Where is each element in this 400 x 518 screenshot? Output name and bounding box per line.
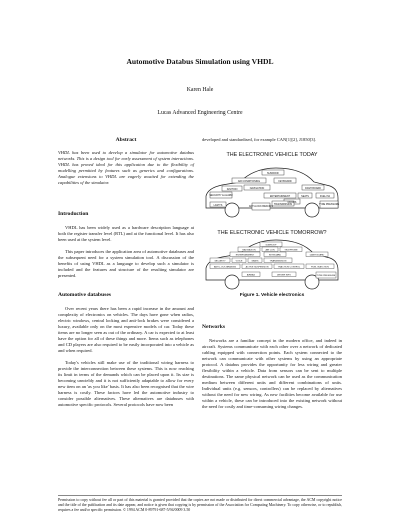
copyright-footer xyxy=(58,495,342,513)
today-label-transmission: TRANSMISSION xyxy=(273,202,293,206)
front-wheel-tomorrow xyxy=(225,275,239,289)
left-column xyxy=(58,137,194,408)
today-label-air-conditioning: AIR CONDITIONING xyxy=(237,179,261,183)
intro-paragraph-1: VHDL has been widely used as a hardware description language at both the register transfer level (RTL) and at the functional level. It has also been used at the system level. xyxy=(58,225,194,242)
tomorrow-label-entertainment: ENTERTAINMENT xyxy=(235,254,255,257)
databuses-paragraph-1: Over recent years there has been a rapid increase in the amount and complexity of electronics on vehicles. The days have gone when radios, electric windows, central locking and anti-lock brakes were considered a luxury, available only on the most expensive models of car. Today these items are no longer seen as out of the ordinary. A car is expected to at least have the option for all of these things and more. Items such as telephones and CD players are also required to be easily incorporated into a vehicle as and when required. xyxy=(58,306,194,353)
front-wheel-today xyxy=(225,203,239,217)
tomorrow-label-fuel-injection: FUEL INJECTION xyxy=(311,266,329,269)
today-label-anti-lock: ANTI-LOCK BRAKING xyxy=(248,205,274,208)
tomorrow-label-transmission: TRANSMISSION xyxy=(269,260,287,263)
paper-title: Automotive Databus Simulation using VHDL xyxy=(126,57,274,66)
tomorrow-label-dash-board: DASH BOARD xyxy=(309,254,325,257)
tomorrow-label-air-con: AIR CON xyxy=(265,249,275,252)
networks-heading: Networks xyxy=(202,324,225,330)
today-label-keyboard: KEYBOARD xyxy=(278,179,292,183)
vehicle-tomorrow-diagram xyxy=(202,236,342,292)
figure-tomorrow xyxy=(202,230,342,297)
tomorrow-label-driver-info: DRIVER INFO xyxy=(276,274,292,277)
tomorrow-label-airbag: AIRBAG xyxy=(246,274,256,277)
today-label-dash-board: DASH BOARD xyxy=(305,186,321,190)
permission-notice: Permission to copy without fee all or part of this material is granted provided that the copies are not made or distributed for direct commercial advantage, the ACM copyright notice and the title of the publication and its date appear, and notice is given that copying is by permission of the Association for Computing Machinery. To copy otherwise, or to republish, requires a fee and/or specific permission. xyxy=(58,498,342,512)
tomorrow-label-active-suspension: ACTIVE SUSPENSION xyxy=(245,266,269,269)
today-label-security: SECURITY & ALARM xyxy=(209,194,233,197)
figure-today xyxy=(202,152,342,227)
tomorrow-label-security: SECURITY xyxy=(214,260,226,263)
today-label-lights: LIGHTS xyxy=(213,203,223,207)
figure-caption: Figure 1. Vehicle electronics xyxy=(239,293,305,298)
today-label-navigation: NAVIGATION xyxy=(249,186,265,190)
databuses-paragraph-2: Today's vehicles still make use of the traditional wiring harness to provide the interconnection between these systems. This is now reaching its limit in terms of the demands which can be placed upon it. Its size is becoming unwieldy and it is not sufficiently adaptable to allow for every new item on an 'as you like' basis. It has also been recognised that the wire harness is costly. These factors have led the automotive industry to consider possible alternatives. These alternatives are databuses with automotive specific protocols. Several protocols have now been xyxy=(58,360,194,407)
figure-title-tomorrow: THE ELECTRONIC VEHICLE TOMORROW? xyxy=(217,230,327,236)
networks-section xyxy=(202,302,342,410)
author-affiliation: Lucas Advanced Engineering Centre xyxy=(157,110,243,116)
rear-wheel-today xyxy=(305,203,319,217)
introduction-heading: Introduction xyxy=(58,211,89,217)
abstract-heading: Abstract xyxy=(115,137,137,143)
tomorrow-label-seats: SEATS xyxy=(251,260,259,263)
vehicle-today-diagram xyxy=(202,158,342,222)
abstract-text: VHDL has been used to develop a simulator for automotive databus networks. This is a design tool for early assessment of system interactions. VHDL has proved ideal for this application due to the flexibility of modelling permitted by features such as generics and configurations. Analogue extensions to VHDL are eagerly awaited for extending the capabilities of the simulator. xyxy=(58,150,194,185)
tomorrow-label-sunroof: SUNROOF xyxy=(265,244,277,247)
copyright-line: © 1994 ACM 0-89791-687-5/94/0009 3.50 xyxy=(122,508,191,512)
networks-paragraph-1: Networks are a familiar concept in the modern office, and indeed in aircraft. Systems communicate with each other over a network of dedicated cabling equipped with connection points. Each system connected to the network can communicate with other systems by using an appropriate protocol. A databus provides the opportunity for less wiring and greater flexibility within a vehicle. Data from sensors can be sent to multiple destinations. The same physical network can be used as the communication medium between different units and different combinations of units. Individual units (e.g. sensors, controllers) can be replaced by alternatives without the need for new wiring. As new facilities become available for use within a vehicle, these can be introduced into the existing network without the need for costly and time-consuming wiring changes. xyxy=(202,338,342,409)
author-name: Karen Hale xyxy=(186,87,214,93)
today-label-seats: SEATS xyxy=(301,194,309,198)
today-label-fuel-inj: FUEL INJ xyxy=(319,194,331,198)
figure-title-today: THE ELECTRONIC VEHICLE TODAY xyxy=(226,152,318,158)
tomorrow-label-voice: VOICE xyxy=(235,260,243,263)
tomorrow-label-navigation: NAVIGATION xyxy=(242,249,256,252)
right-column-top xyxy=(202,137,342,143)
tomorrow-label-tyre-pressure: TYRE PRESSURE xyxy=(316,274,336,277)
tomorrow-label-keyboard: KEYBOARD xyxy=(268,254,282,257)
today-label-entertainment: ENTERTAINMENT xyxy=(269,194,291,198)
tomorrow-label-anti-lock: ANTI-LOCK BRAKING xyxy=(213,266,237,269)
standards-text: developed and standardised, for example CAN[1][2], J1850[3]. xyxy=(202,137,317,142)
tomorrow-label-telephone: TELEPHONE xyxy=(284,249,298,252)
tomorrow-label-traction-control: TRACTION CONTROL xyxy=(277,266,301,269)
today-label-doors: DOORS xyxy=(287,200,297,204)
databuses-heading: Automotive databuses xyxy=(58,292,111,298)
intro-paragraph-2: This paper introduces the application area of automotive databuses and the subsequent need for a system simulation tool. A discussion of the benefits of using VHDL as a language to develop such a simulator is included and the features and structure of the resulting simulator are presented. xyxy=(58,249,194,278)
today-label-sunroof: SUNROOF xyxy=(267,171,279,175)
today-label-tyre-pressure: TYRE PRESSURE xyxy=(318,203,340,207)
today-label-ignition: IGNITION xyxy=(226,187,238,191)
